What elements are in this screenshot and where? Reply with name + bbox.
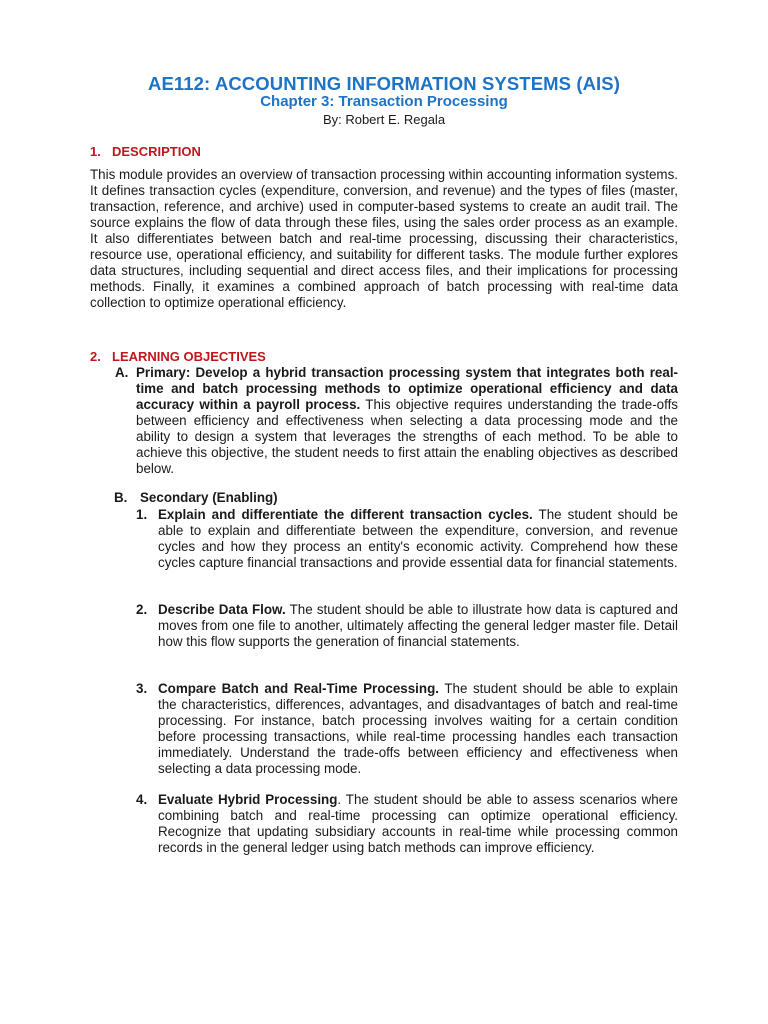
section-number: 2.: [90, 349, 101, 364]
enabling-item-text: The student should be able to illustrate how data is captured and moves from one file to another, ultimately affecting the general ledger master file. Detail how this flow supports the generation of financial statements.: [158, 602, 678, 649]
section-heading-learning-objectives: [90, 349, 266, 364]
section-number: 1.: [90, 144, 101, 159]
enabling-item-bold: Explain and differentiate the different transaction cycles.: [158, 507, 533, 522]
author-byline: By: Robert E. Regala: [322, 112, 446, 127]
section-title: LEARNING OBJECTIVES: [112, 349, 266, 364]
enabling-item-3: [158, 681, 678, 777]
description-paragraph: This module provides an overview of transaction processing within accounting information systems. It defines transaction cycles (expenditure, conversion, and revenue) and the types of files (master, transaction, reference, and archive) used in computer-based systems to create an audit trail. The source explains the flow of data through these files, using the sales order process as an example. It also differentiates between batch and real-time processing, discussing their characteristics, resource use, operational efficiency, and suitability for different tasks. The module further explores data structures, including sequential and direct access files, and their implications for processing methods. Finally, it examines a combined approach of batch processing with real-time data collection to optimize operational efficiency.: [90, 167, 678, 310]
enabling-item-text: . The student should be able to assess scenarios where combining batch and real-time processing can optimize operational efficiency. Recognize that updating subsidiary accounts in real-time while processing common records in the general ledger using batch methods can improve efficiency.: [158, 792, 678, 855]
primary-objective-text: This objective requires understanding the trade-offs between efficiency and effectiveness when selecting a data processing mode and the ability to design a system that leverages the strengths of each method. To be able to achieve this objective, the student needs to first attain the enabling objectives as described below.: [136, 397, 679, 476]
enabling-item-bold: Describe Data Flow.: [158, 602, 286, 617]
enabling-item-2: [158, 602, 678, 650]
objective-letter-a: A.: [115, 365, 129, 380]
enabling-item-number-4: 4.: [136, 792, 148, 807]
enabling-item-text: The student should be able to explain the characteristics, differences, advantages, and disadvantages of batch and real-time processing. For instance, batch processing involves waiting for a certain condition before processing transactions, while real-time processing handles each transaction immediately. Understand the trade-offs between efficiency and effectiveness when selecting a data processing mode.: [158, 681, 678, 776]
enabling-item-bold: Evaluate Hybrid Processing: [158, 792, 338, 807]
chapter-subtitle: Chapter 3: Transaction Processing: [260, 93, 508, 110]
enabling-item-text: The student should be able to explain and differentiate between the expenditure, conversion, and revenue cycles and how they process an entity's economic activity. Comprehend how these cycles capture financial transactions and provide essential data for financial statements.: [158, 507, 678, 570]
secondary-objectives-heading: [114, 490, 278, 506]
primary-objective-paragraph: [136, 365, 678, 477]
enabling-item-number-1: 1.: [136, 507, 148, 522]
enabling-item-number-3: 3.: [136, 681, 148, 696]
enabling-item-4: [158, 792, 678, 856]
document-title: AE112: ACCOUNTING INFORMATION SYSTEMS (AIS): [148, 73, 620, 94]
enabling-item-number-2: 2.: [136, 602, 148, 617]
enabling-item-1: [158, 507, 678, 571]
objective-letter-b: B.: [114, 490, 128, 505]
section-title: DESCRIPTION: [112, 144, 201, 159]
primary-objective-bold: Primary: Develop a hybrid transaction processing system that integrates both real-time and batch processing methods to optimize operational efficiency and data accuracy within a payroll process.: [136, 365, 678, 412]
secondary-heading-text: Secondary (Enabling): [140, 490, 278, 505]
section-heading-description: [90, 144, 201, 159]
enabling-item-bold: Compare Batch and Real-Time Processing.: [158, 681, 439, 696]
